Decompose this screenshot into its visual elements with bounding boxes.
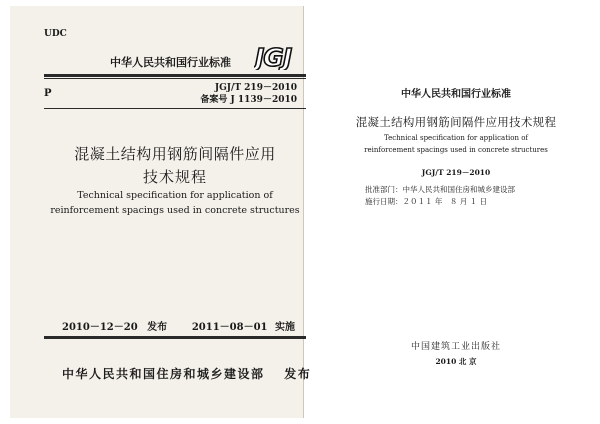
svg-text:JGJ: JGJ (255, 43, 292, 70)
jgj-logo (254, 42, 300, 70)
tp-year-city: 2010 北 京 (435, 357, 477, 366)
impl-label: 实施 (275, 322, 295, 333)
tp-press: 中国建筑工业出版社 (410, 342, 501, 352)
tp-standard-number: JGJ/T 219－2010 (421, 168, 491, 177)
issue-date (62, 318, 167, 333)
publisher-action: 发布 (284, 367, 312, 381)
tp-title-en-line2: reinforcement spacings used in concrete structures (364, 146, 548, 154)
issue-date-value: 2010－12－20 (62, 322, 138, 333)
publisher-name: 中华人民共和国住房和城乡建设部 (62, 367, 265, 381)
title-en-line2: reinforcement spacings used in concrete structures (50, 205, 300, 216)
top-rule-thin (44, 78, 306, 79)
udc-label: UDC (44, 29, 67, 39)
publisher (62, 365, 311, 382)
bottom-rule (44, 336, 306, 339)
tp-title-en-line1: Technical specification for application of (383, 134, 529, 142)
title-cn-line2: 技术规程 (142, 168, 207, 186)
standard-type: 中华人民共和国行业标准 (110, 56, 231, 69)
cover-page (10, 6, 312, 418)
header-rule (44, 108, 306, 109)
record-number: 备案号 J 1139－2010 (200, 95, 297, 105)
tp-effective-date: 施行日期：２０１１ 年 ８ 月 １ 日 (365, 197, 488, 206)
standard-number: JGJ/T 219－2010 (214, 83, 297, 93)
tp-title-cn: 混凝土结构用钢筋间隔件应用技术规程 (355, 115, 557, 129)
impl-date-value: 2011－08－01 (191, 322, 268, 333)
top-rule (44, 74, 306, 77)
title-cn-line1: 混凝土结构用钢筋间隔件应用 (74, 145, 276, 163)
title-en-line1: Technical specification for application of (77, 190, 273, 201)
classification-code: P (44, 88, 52, 99)
tp-standard-type: 中华人民共和国行业标准 (401, 89, 511, 100)
issue-label: 发布 (147, 322, 168, 333)
title-page (322, 6, 590, 418)
implementation-date (192, 318, 295, 333)
tp-approval-dept: 批准部门：中华人民共和国住房和城乡建设部 (365, 185, 515, 194)
